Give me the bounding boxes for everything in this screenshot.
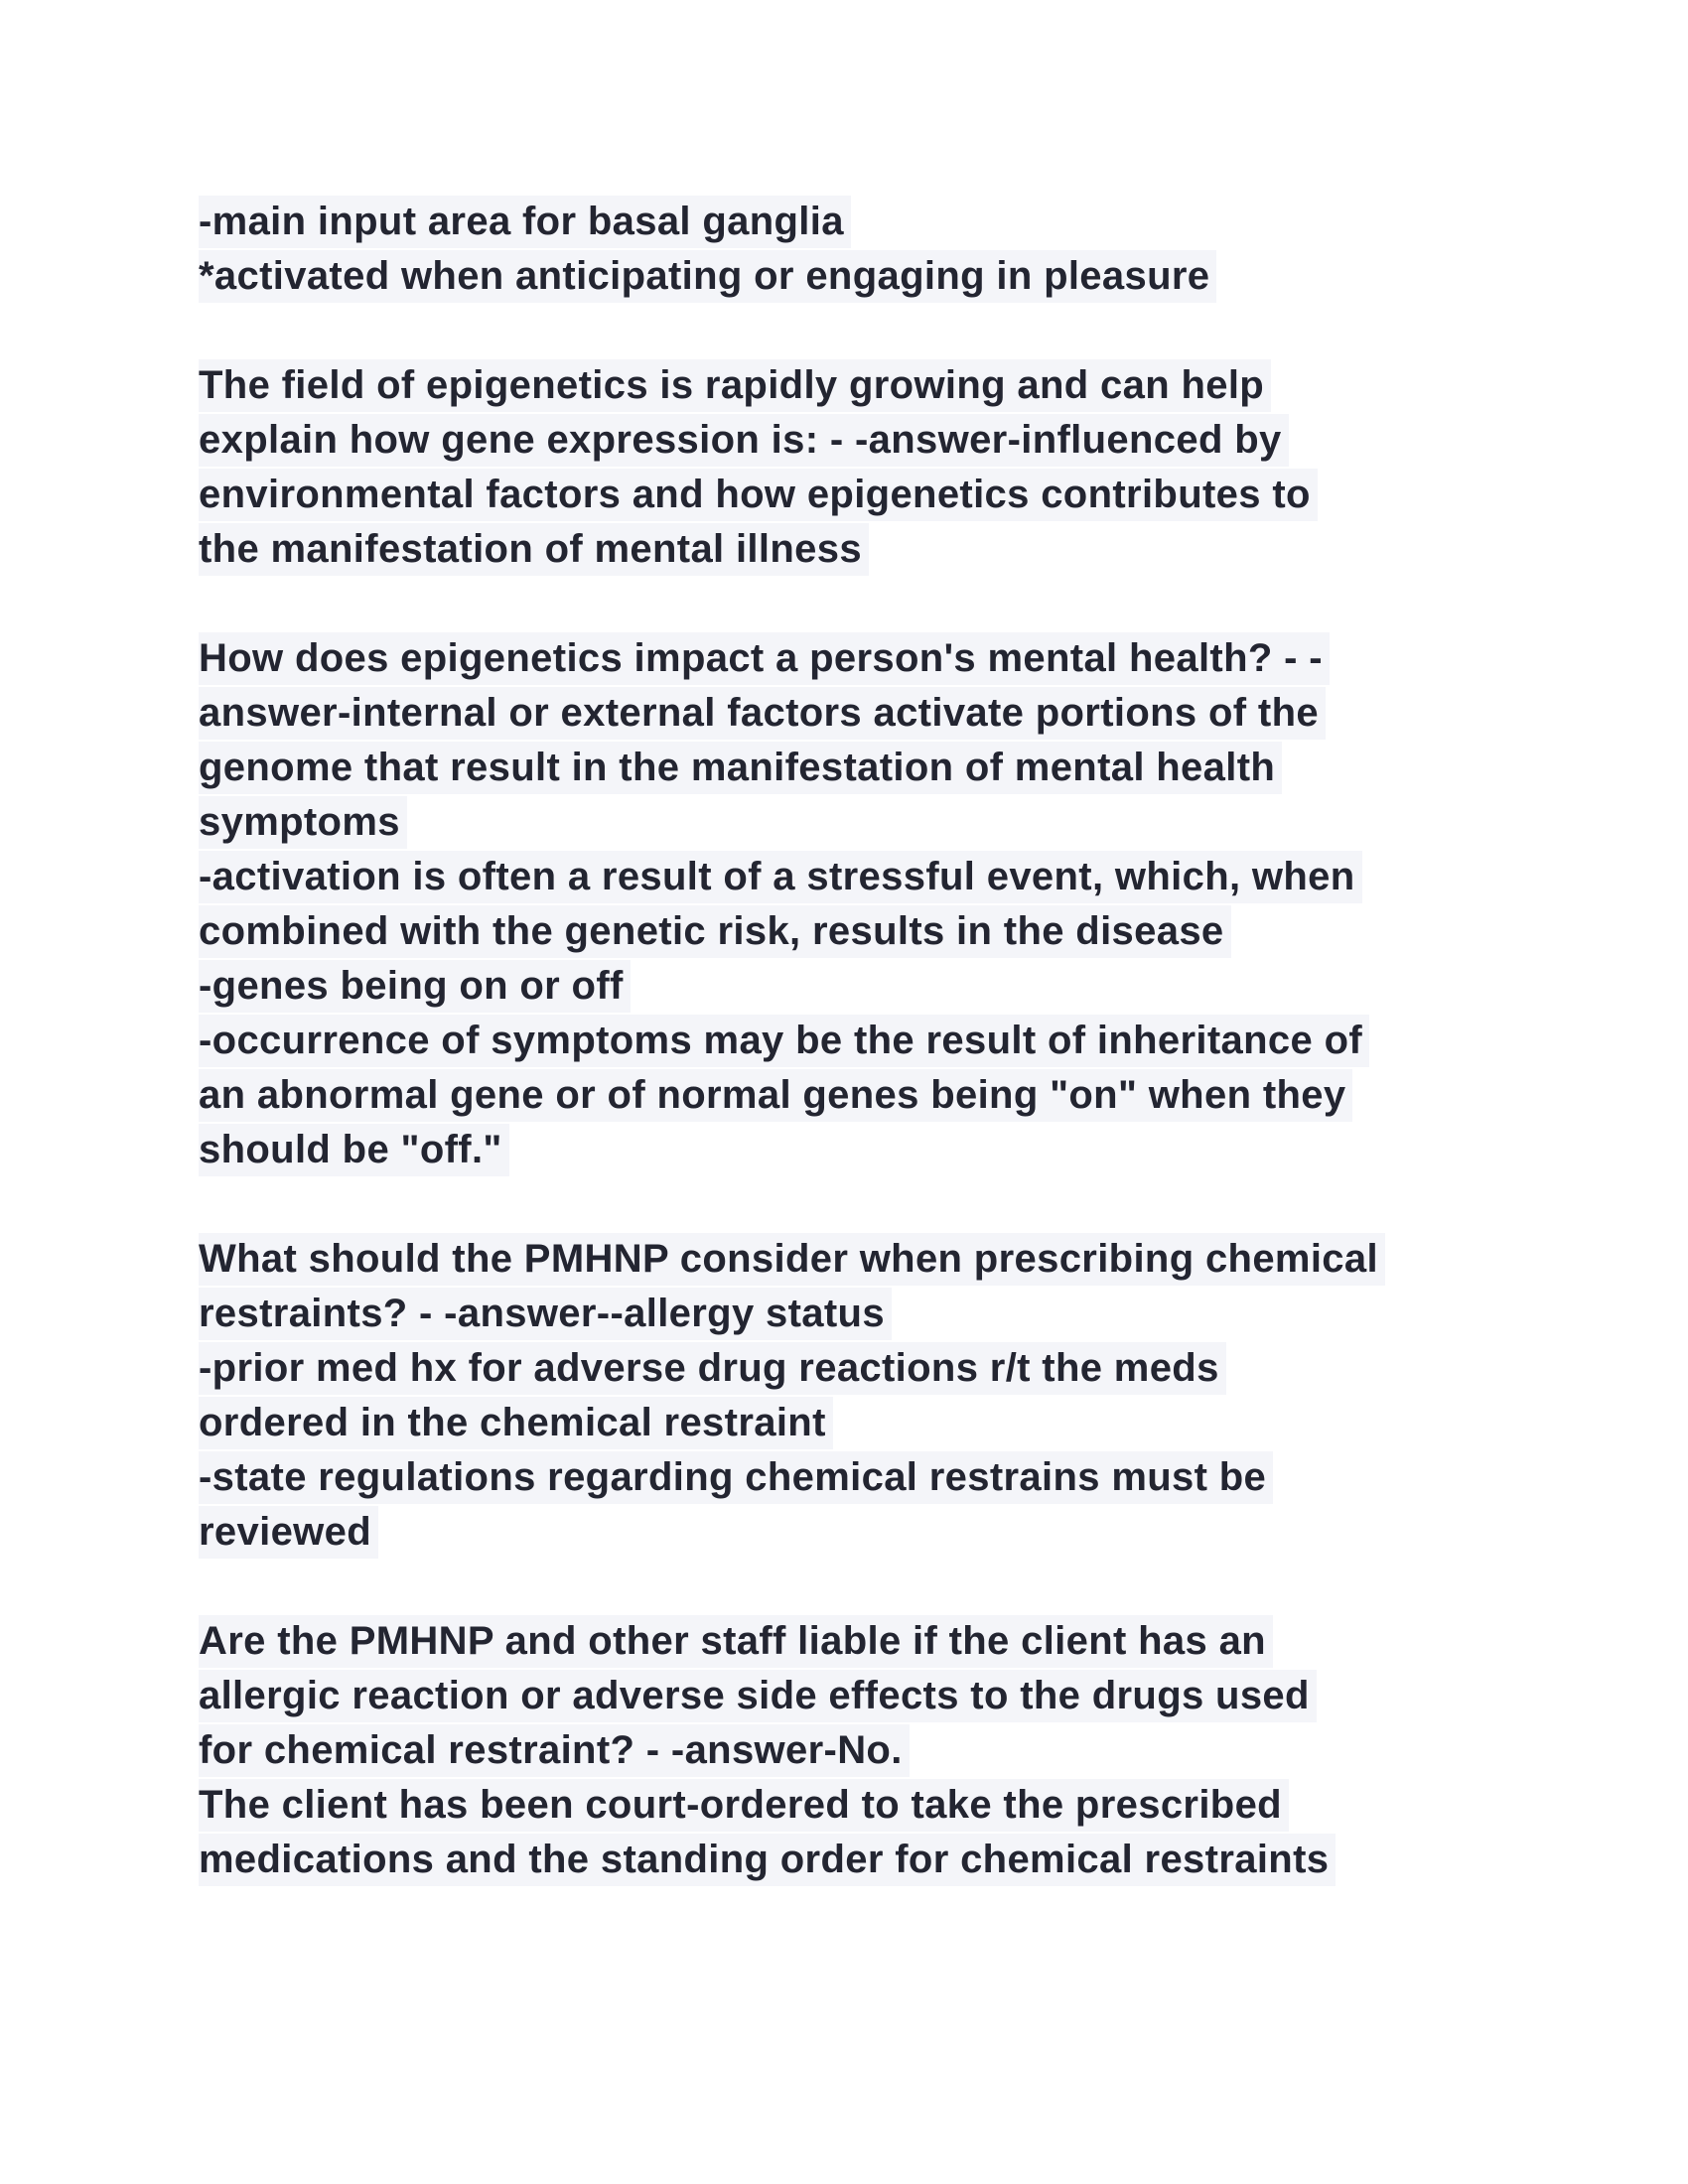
highlighted-text: explain how gene expression is: - -answer-influenced by [199,414,1289,467]
text-line [199,469,1489,523]
highlighted-text: What should the PMHNP consider when prescribing chemical [199,1233,1385,1286]
highlighted-text: -activation is often a result of a stressful event, which, when [199,851,1362,903]
text-line [199,1615,1489,1670]
highlighted-text: -genes being on or off [199,960,631,1013]
text-line [199,196,1489,250]
text-line [199,250,1489,305]
highlighted-text: allergic reaction or adverse side effects to the drugs used [199,1670,1317,1722]
text-line [199,632,1489,687]
highlighted-text: genome that result in the manifestation of mental health [199,742,1282,794]
highlighted-text: *activated when anticipating or engaging in pleasure [199,250,1216,303]
highlighted-text: -occurrence of symptoms may be the result of inheritance of [199,1015,1369,1067]
highlighted-text: -prior med hx for adverse drug reactions r/t the meds [199,1342,1226,1395]
text-line [199,851,1489,905]
highlighted-text: medications and the standing order for chemical restraints [199,1834,1336,1886]
text-line [199,1397,1489,1451]
text-line [199,1506,1489,1561]
highlighted-text: The field of epigenetics is rapidly growing and can help [199,359,1271,412]
highlighted-text: The client has been court-ordered to take the prescribed [199,1779,1289,1832]
text-line [199,414,1489,469]
text-line [199,1015,1489,1069]
text-line [199,687,1489,742]
paragraph-spacer [199,578,1489,632]
text-line [199,1779,1489,1834]
text-line [199,1670,1489,1724]
text-line [199,359,1489,414]
text-line [199,905,1489,960]
highlighted-text: should be "off." [199,1124,509,1176]
text-line [199,1724,1489,1779]
text-line [199,1451,1489,1506]
text-line [199,1233,1489,1288]
highlighted-text: ordered in the chemical restraint [199,1397,833,1449]
paragraph-spacer [199,1561,1489,1615]
highlighted-text: restraints? - -answer--allergy status [199,1288,892,1340]
highlighted-text: an abnormal gene or of normal genes being "on" when they [199,1069,1352,1122]
highlighted-text: environmental factors and how epigenetics contributes to [199,469,1318,521]
text-line [199,960,1489,1015]
text-line [199,1342,1489,1397]
text-line [199,1288,1489,1342]
highlighted-text: answer-internal or external factors activate portions of the [199,687,1326,740]
paragraph-spacer [199,1178,1489,1233]
text-line [199,796,1489,851]
text-line [199,1069,1489,1124]
highlighted-text: symptoms [199,796,407,849]
text-line [199,523,1489,578]
highlighted-text: combined with the genetic risk, results in the disease [199,905,1231,958]
text-line [199,1834,1489,1888]
highlighted-text: Are the PMHNP and other staff liable if the client has an [199,1615,1273,1668]
highlighted-text: -main input area for basal ganglia [199,196,851,248]
highlighted-text: for chemical restraint? - -answer-No. [199,1724,910,1777]
highlighted-text: reviewed [199,1506,378,1559]
document-body [199,196,1489,1888]
text-line [199,742,1489,796]
text-line [199,1124,1489,1178]
highlighted-text: How does epigenetics impact a person's mental health? - - [199,632,1330,685]
highlighted-text: -state regulations regarding chemical restrains must be [199,1451,1273,1504]
paragraph-spacer [199,305,1489,359]
highlighted-text: the manifestation of mental illness [199,523,869,576]
